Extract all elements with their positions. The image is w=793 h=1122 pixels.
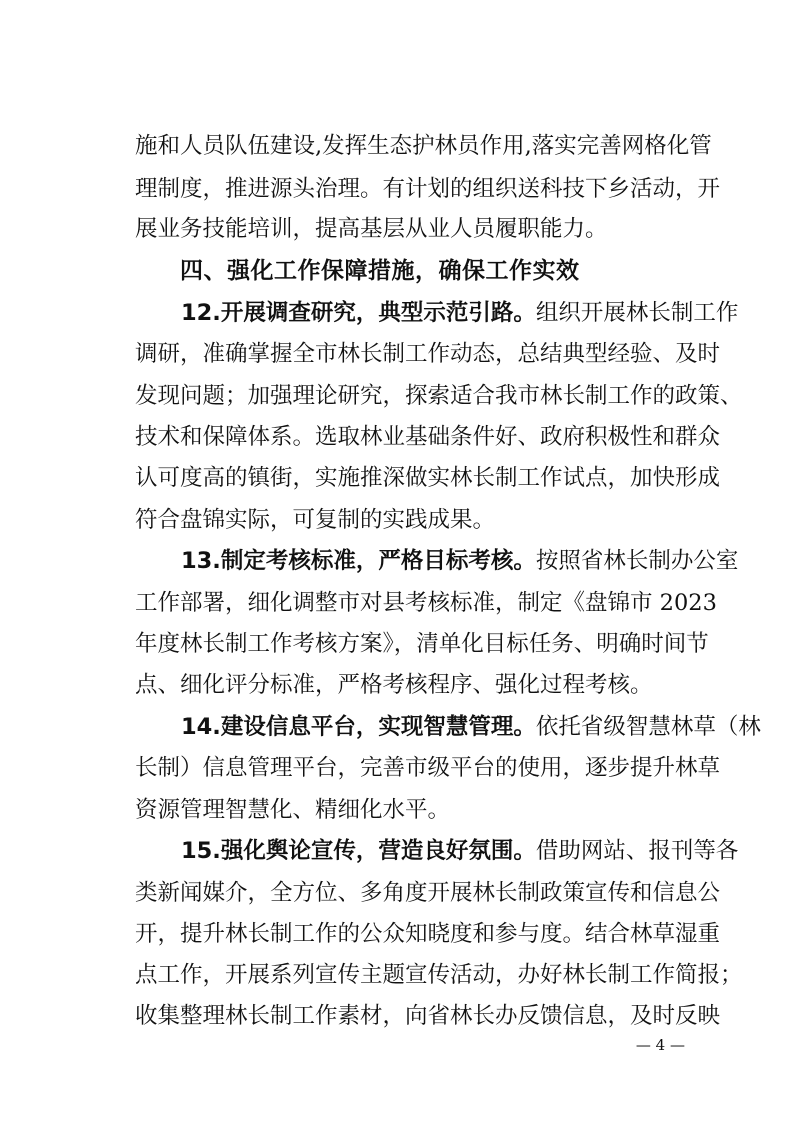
paragraph-text: 借助网站、报刊等各 — [535, 838, 739, 864]
body-text-line: 收集整理林长制工作素材，向省林长办反馈信息，及时反映 — [135, 1003, 721, 1029]
body-text-line: 长制）信息管理平台，完善市级平台的使用，逐步提升林草 — [135, 755, 721, 781]
body-text-line: 认可度高的镇街，实施推深做实林长制工作试点，加快形成 — [135, 465, 721, 491]
body-text-line: 点、细化评分标准，严格考核程序、强化过程考核。 — [135, 672, 653, 698]
paragraph-first-line — [181, 712, 761, 742]
body-text-line: 年度林长制工作考核方案》，清单化目标任务、明确时间节 — [135, 631, 709, 657]
paragraph-lead: 13.制定考核标准，严格目标考核。 — [181, 548, 536, 574]
paragraph-lead: 12.开展调查研究，典型示范引路。 — [181, 300, 536, 326]
body-text-line: 发现问题；加强理论研究，探索适合我市林长制工作的政策、 — [135, 383, 743, 409]
body-text-line: 工作部署，细化调整市对县考核标准，制定《盘锦市 2023 — [135, 590, 717, 616]
body-text-line: 展业务技能培训，提高基层从业人员履职能力。 — [135, 216, 608, 242]
body-text-line: 资源管理智慧化、精细化水平。 — [135, 797, 451, 823]
body-text-line: 理制度，推进源头治理。有计划的组织送科技下乡活动，开 — [135, 176, 721, 202]
paragraph-lead: 14.建设信息平台，实现智慧管理。 — [181, 714, 536, 740]
page-number: — 4 — — [635, 1036, 685, 1054]
paragraph-lead: 15.强化舆论宣传，营造良好氛围。 — [181, 838, 536, 864]
paragraph-first-line — [181, 298, 739, 328]
body-text-line: 开，提升林长制工作的公众知晓度和参与度。结合林草湿重 — [135, 921, 721, 947]
body-text-line: 技术和保障体系。选取林业基础条件好、政府积极性和群众 — [135, 424, 721, 450]
body-text-line: 调研，准确掌握全市林长制工作动态，总结典型经验、及时 — [135, 341, 721, 367]
section-heading: 四、强化工作保障措施，确保工作实效 — [180, 258, 580, 284]
paragraph-text: 按照省林长制办公室 — [535, 548, 739, 574]
paragraph-text: 组织开展林长制工作 — [535, 300, 739, 326]
paragraph-first-line — [181, 836, 739, 866]
body-text-line: 符合盘锦实际，可复制的实践成果。 — [135, 507, 496, 533]
paragraph-text: 依托省级智慧林草（林 — [535, 714, 761, 740]
body-text-line: 点工作，开展系列宣传主题宣传活动，办好林长制工作简报； — [135, 962, 743, 988]
body-text-line: 类新闻媒介，全方位、多角度开展林长制政策宣传和信息公 — [135, 880, 721, 906]
paragraph-first-line — [181, 546, 739, 576]
body-text-line: 施和人员队伍建设,发挥生态护林员作用,落实完善网格化管 — [135, 133, 712, 159]
